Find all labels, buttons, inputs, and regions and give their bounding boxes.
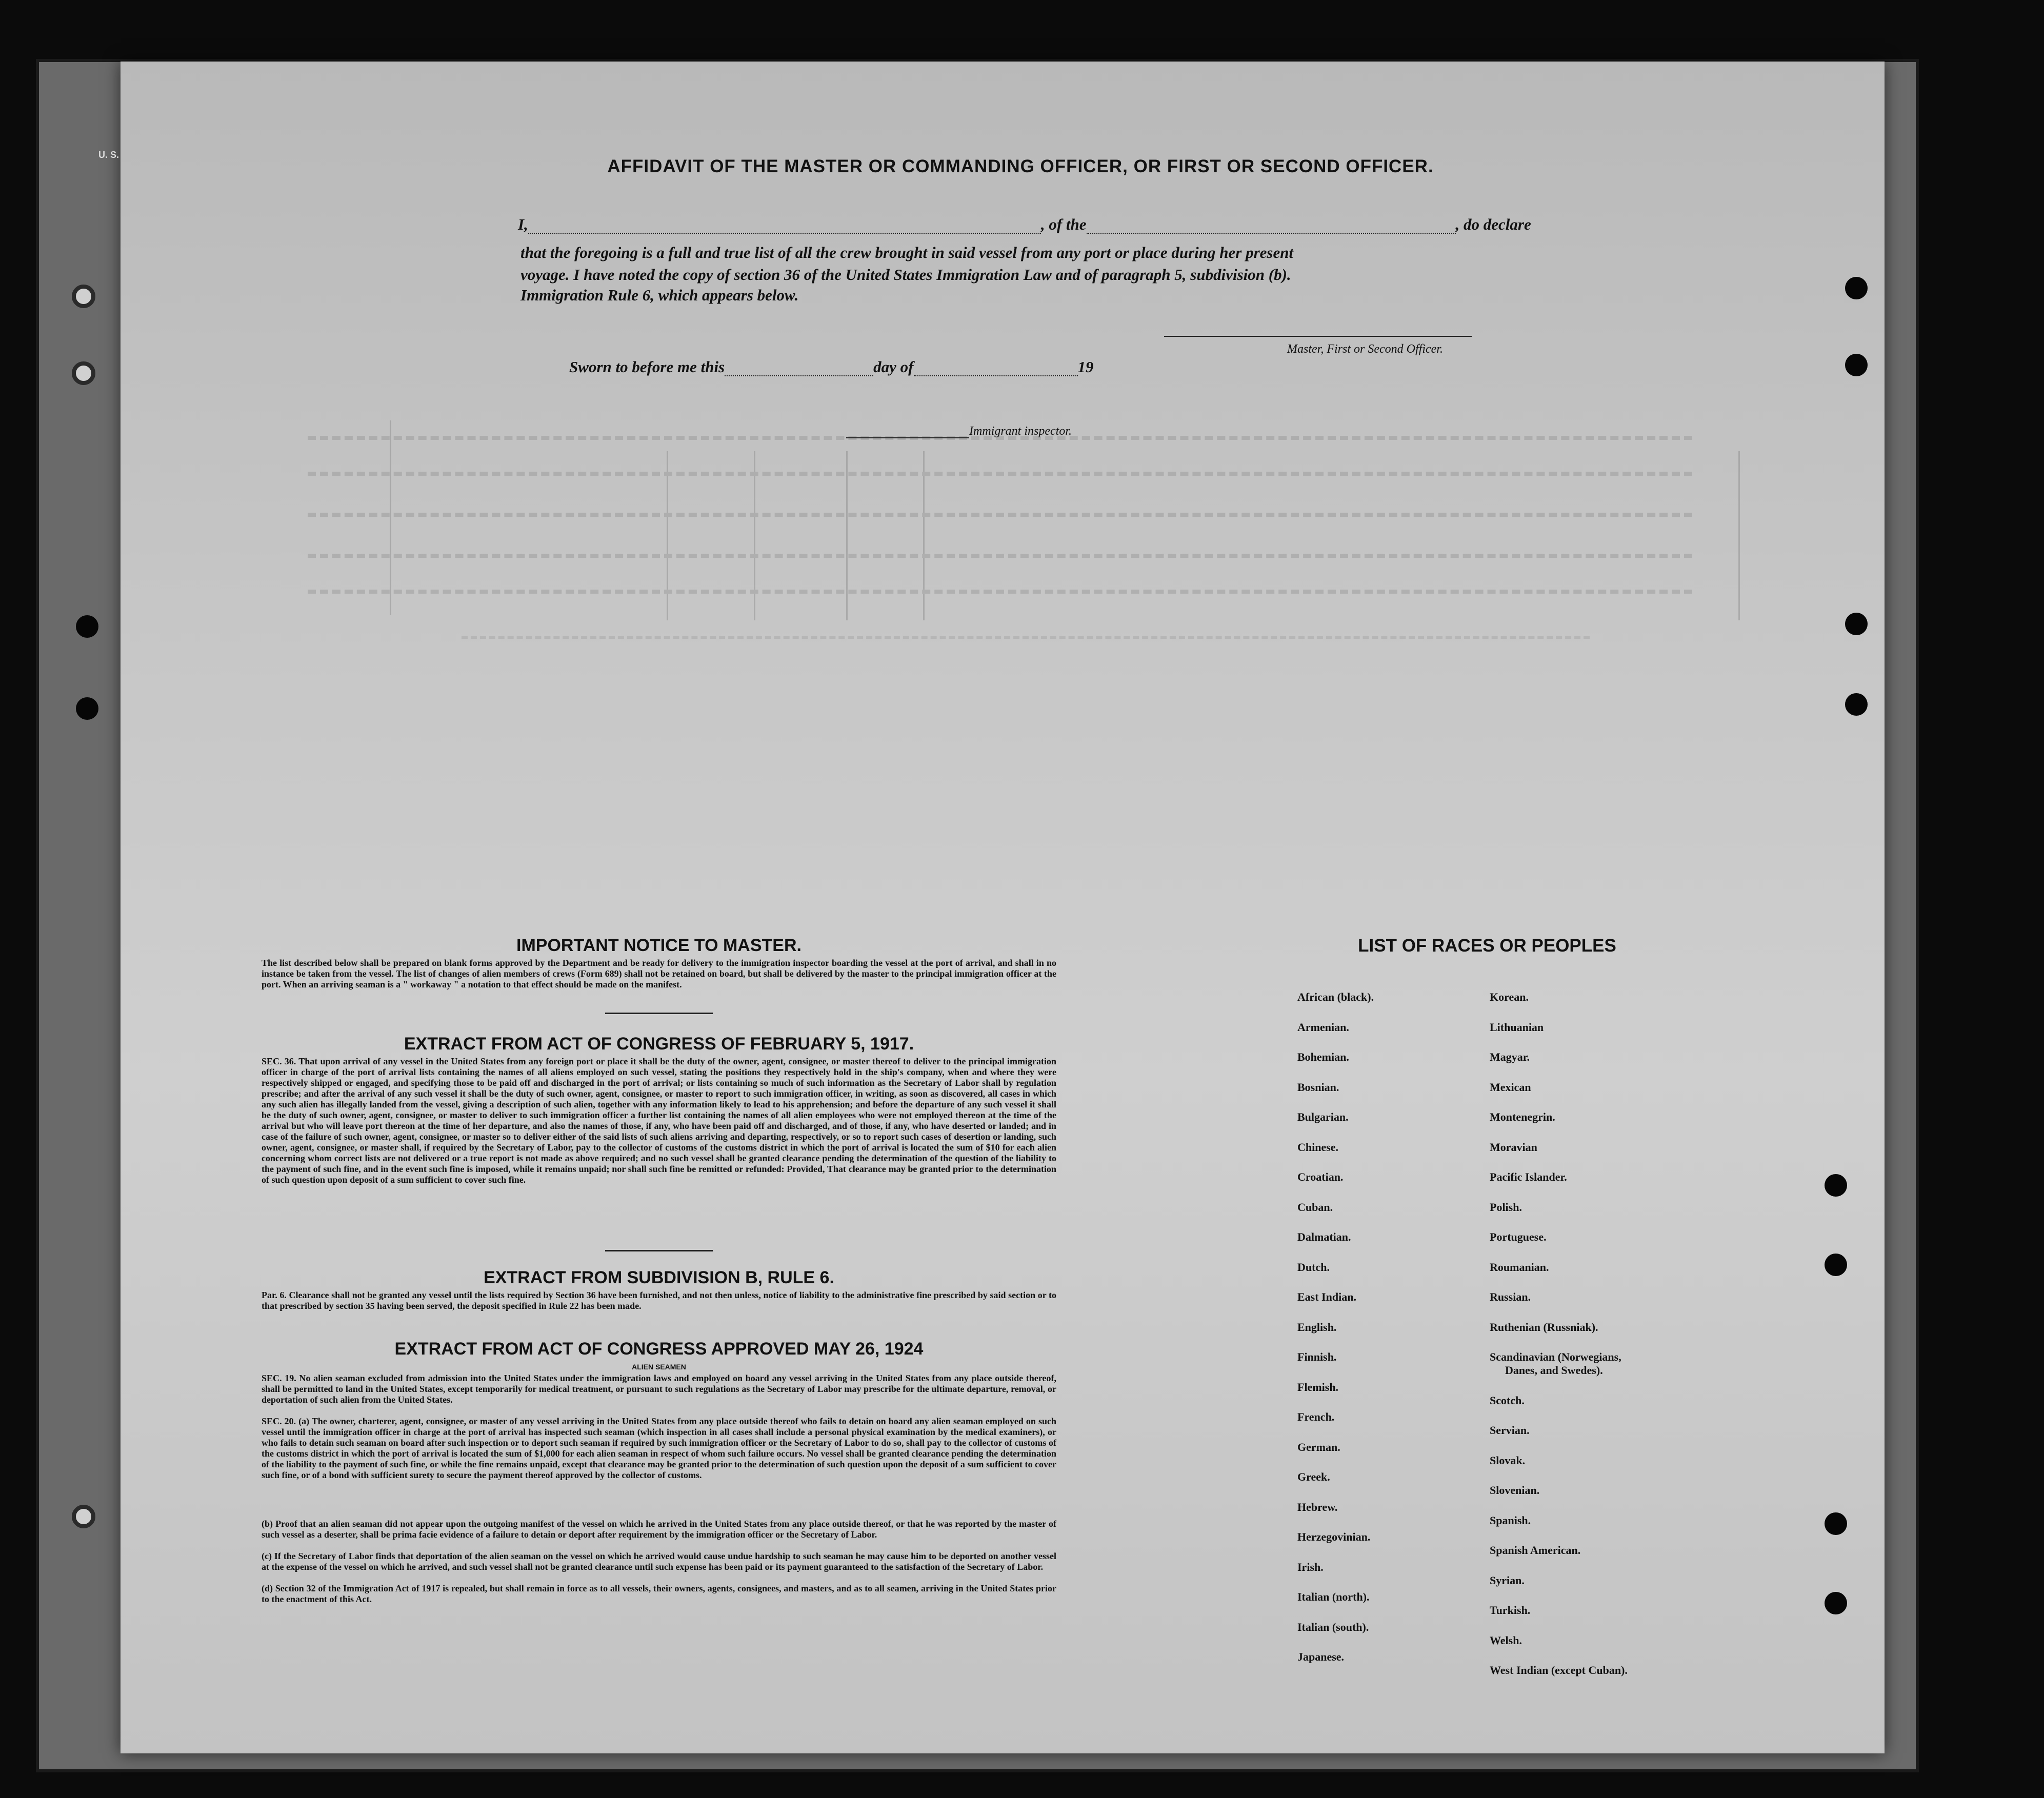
master-signature-line[interactable] xyxy=(1164,336,1472,337)
race-item: Danes, and Swedes). xyxy=(1505,1364,1603,1377)
race-item: Chinese. xyxy=(1297,1140,1339,1154)
vessel-field[interactable] xyxy=(1087,233,1456,234)
notice-title: IMPORTANT NOTICE TO MASTER. xyxy=(516,936,801,955)
race-item: Syrian. xyxy=(1490,1573,1525,1587)
race-item: English. xyxy=(1297,1320,1337,1334)
sworn-label: Sworn to before me this xyxy=(569,358,725,376)
bleed-through xyxy=(308,420,1744,738)
inspector-signature-field[interactable] xyxy=(846,437,969,438)
name-field[interactable] xyxy=(528,233,1041,234)
race-item: Dutch. xyxy=(1297,1260,1330,1274)
race-item: Montenegrin. xyxy=(1490,1110,1555,1123)
race-item: Greek. xyxy=(1297,1470,1330,1483)
master-signature-label: Master, First or Second Officer. xyxy=(1287,342,1443,356)
binder-hole xyxy=(1825,1254,1847,1276)
extract-1924-sec20b: (b) Proof that an alien seaman did not appear upon the outgoing manifest of the vessel on which he arrived in the United States from any place outside thereof, or that he was reported by the master of such vessel as a deserter, shall be prima facie evidence of a failure to detain or deport after requirement by the immigration officer or the Secretary of Labor. xyxy=(262,1519,1056,1540)
race-item: Croatian. xyxy=(1297,1170,1344,1183)
divider xyxy=(605,1250,713,1251)
binder-hole xyxy=(76,697,98,720)
manifest-page xyxy=(121,62,1885,1753)
binder-hole xyxy=(1845,354,1868,376)
race-item: Flemish. xyxy=(1297,1380,1339,1393)
race-item: French. xyxy=(1297,1410,1335,1423)
race-item: Roumanian. xyxy=(1490,1260,1549,1274)
sworn-date-field[interactable] xyxy=(725,375,873,376)
extract-1917-body: SEC. 36. That upon arrival of any vessel in the United States from any foreign port or place it shall be the duty of the owner, agent, consignee, or master thereof to deliver to the principal immigration officer in charge of the port of arrival lists containing the names of all aliens employed on such vessel, stating the positions they respectively hold in the ship's company, when and where they were respectively shipped or engaged, and specifying those to be paid off and discharged in the port of arrival; or lists containing so much of such information as the Secretary of Labor shall by regulation prescribe; and after the arrival of any such vessel it shall be the duty of such owner, agent, consignee, or master to report to such immigration officer, in writing, as soon as discovered, all cases in which any such alien has illegally landed from the vessel, giving a description of such alien, together with any information likely to lead to his apprehension; and before the departure of any such vessel it shall be the duty of such owner, agent, consignee, or master to deliver to such immigration officer a further list containing the names of all alien employees who were not employed thereon at the time of the arrival but who will leave port thereon at the time of her departure, and also the names of those, if any, who have been paid off and discharged, and of those, if any, who have deserted or landed; and in case of the failure of such owner, agent, consignee, or master so to deliver either of the said lists of such aliens arriving and departing, respectively, or so to report such cases of desertion or landing, such owner, agent, consignee, or master shall, if required by the Secretary of Labor, pay to the collector of customs of the customs district in which the port of arrival is located the sum of $10 for each alien concerning whom correct lists are not delivered or a true report is not made as above required; and no such vessel shall be granted clearance pending the determination of the question of the liability to the payment of such fine, and in the event such fine is imposed, while it remains unpaid; nor shall such fine be remitted or refunded: Provided, That clearance may be granted prior to the determination of such question upon deposit of a sum sufficient to cover such fine. xyxy=(262,1056,1056,1185)
extract-rule6-title: EXTRACT FROM SUBDIVISION B, RULE 6. xyxy=(484,1268,834,1287)
race-item: Pacific Islander. xyxy=(1490,1170,1567,1183)
binder-hole xyxy=(76,615,98,638)
extract-1924-sec20d: (d) Section 32 of the Immigration Act of 1917 is repealed, but shall remain in force as to all vessels, their owners, agents, consignees, and masters, and as to all seamen, arriving in the United States prior to the enactment of this Act. xyxy=(262,1583,1056,1604)
race-item: Russian. xyxy=(1490,1290,1531,1303)
race-item: Dalmatian. xyxy=(1297,1230,1351,1243)
binder-hole xyxy=(72,361,95,385)
race-item: Magyar. xyxy=(1490,1050,1530,1063)
affidavit-declare: , do declare xyxy=(1455,215,1531,233)
affidavit-line-2: that the foregoing is a full and true list of all the crew brought in said vessel from any port or place during her present xyxy=(520,244,1294,261)
affidavit-line-3: voyage. I have noted the copy of section 36 of the United States Immigration Law and of paragraph 5, subdivision (b). xyxy=(520,266,1291,284)
extract-1924-sec20c: (c) If the Secretary of Labor finds that deportation of the alien seaman on the vessel on which he arrived would cause undue hardship to such seaman he may cause him to be deported on another vessel at the expense of the vessel on which he arrived, and such vessel shall not be granted clearance until such expense has been paid or its payment guaranteed to the satisfaction of the Secretary of Labor. xyxy=(262,1551,1056,1572)
race-item: Finnish. xyxy=(1297,1350,1337,1363)
race-item: Japanese. xyxy=(1297,1650,1345,1663)
race-item: Bohemian. xyxy=(1297,1050,1349,1063)
race-item: Armenian. xyxy=(1297,1020,1349,1034)
binder-hole xyxy=(72,1505,95,1528)
race-item: East Indian. xyxy=(1297,1290,1356,1303)
affidavit-i: I, xyxy=(518,215,528,233)
race-item: Italian (south). xyxy=(1297,1620,1369,1633)
binder-hole xyxy=(1825,1592,1847,1614)
race-item: Hebrew. xyxy=(1297,1500,1338,1513)
race-item: Slovak. xyxy=(1490,1453,1526,1467)
race-item: Ruthenian (Russniak). xyxy=(1490,1320,1598,1334)
race-item: Slovenian. xyxy=(1490,1484,1540,1497)
sworn-month-field[interactable] xyxy=(914,375,1078,376)
affidavit-of-the: , of the xyxy=(1040,215,1087,233)
race-item: Polish. xyxy=(1490,1200,1522,1214)
race-item: Herzegovinian. xyxy=(1297,1530,1371,1543)
binder-hole xyxy=(1825,1512,1847,1535)
race-item: German. xyxy=(1297,1440,1340,1453)
race-item: West Indian (except Cuban). xyxy=(1490,1664,1628,1676)
extract-1924-title: EXTRACT FROM ACT OF CONGRESS APPROVED MAY 26, 1924 xyxy=(394,1339,924,1359)
binder-hole xyxy=(72,285,95,308)
affidavit-line-1 xyxy=(518,215,1531,234)
race-item: Welsh. xyxy=(1490,1633,1522,1647)
race-item: Moravian xyxy=(1490,1140,1537,1154)
race-item: African (black). xyxy=(1297,991,1374,1003)
race-item: Scandinavian (Norwegians, xyxy=(1490,1350,1621,1363)
race-item: Scotch. xyxy=(1490,1393,1525,1407)
race-item: Lithuanian xyxy=(1490,1020,1544,1034)
race-item: Spanish. xyxy=(1490,1513,1531,1527)
race-item: Mexican xyxy=(1490,1080,1531,1094)
extract-rule6-body: Par. 6. Clearance shall not be granted any vessel until the lists required by Section 36 have been furnished, and not then unless, notice of liability to the administrative fine prescribed by said section or to that prescribed by section 35 having been served, the deposit specified in Rule 22 has been made. xyxy=(262,1290,1056,1311)
extract-1917-title: EXTRACT FROM ACT OF CONGRESS OF FEBRUARY 5, 1917. xyxy=(404,1034,914,1054)
races-title: LIST OF RACES OR PEOPLES xyxy=(1358,936,1616,956)
sworn-line xyxy=(569,358,1094,376)
affidavit-line-4: Immigration Rule 6, which appears below. xyxy=(520,286,799,304)
sworn-year-label: 19 xyxy=(1077,358,1094,376)
race-item: Korean. xyxy=(1490,991,1529,1003)
extract-1924-subtitle: ALIEN SEAMEN xyxy=(632,1363,686,1371)
affidavit-title: AFFIDAVIT OF THE MASTER OR COMMANDING OFFICER, OR FIRST OR SECOND OFFICER. xyxy=(607,156,1434,176)
inspector-line xyxy=(846,425,1072,438)
binder-hole xyxy=(1845,693,1868,716)
inspector-label: Immigrant inspector. xyxy=(969,425,1072,438)
race-item: Irish. xyxy=(1297,1560,1324,1573)
sworn-day-label: day of xyxy=(873,358,914,376)
binder-hole xyxy=(1845,613,1868,635)
margin-stamp: U. S. xyxy=(98,150,119,160)
race-item: Bosnian. xyxy=(1297,1080,1339,1094)
notice-body: The list described below shall be prepared on blank forms approved by the Department and be ready for delivery to the immigration inspector boarding the vessel at the port of arrival, and shall in no instance be taken from the vessel. The list of changes of alien members of crews (Form 689) shall not be retained on board, but shall be delivered by the master to the principal immigration officer at the port. When an arriving seaman is a " workaway " a notation to that effect should be made on the manifest. xyxy=(262,958,1056,989)
race-item: Servian. xyxy=(1490,1424,1530,1437)
extract-1924-sec19: SEC. 19. No alien seaman excluded from admission into the United States under the immigration laws and employed on board any vessel arriving in the United States from any place outside thereof, shall be permitted to land in the United States, except temporarily for medical treatment, or pursuant to such regulations as the Secretary of Labor may prescribe for the ultimate departure, removal, or deportation of such alien from the United States. xyxy=(262,1373,1056,1405)
race-item: Italian (north). xyxy=(1297,1590,1370,1603)
race-item: Portuguese. xyxy=(1490,1230,1547,1243)
extract-1924-sec20a: SEC. 20. (a) The owner, charterer, agent, consignee, or master of any vessel arriving in the United States from any place outside thereof who fails to detain on board any alien seaman employed on such vessel until the immigration officer in charge at the port of arrival has inspected such seaman (which inspection in all cases shall include a personal physical examination by the medical examiners), or who fails to detain such seaman on board after such inspection or to deport such seaman if required by such immigration officer or the Secretary of Labor to do so, shall pay to the collector of customs of the customs district in which the port of arrival is located the sum of $1,000 for each alien seaman in respect of whom such failure occurs. No vessel shall be granted clearance pending the determination of the liability to the payment of such fine, or while the fine remains unpaid, except that clearance may be granted prior to the determination of such question upon the deposit of a sum sufficient to cover such fine, or of a bond with sufficient surety to secure the payment thereof approved by the collector of customs. xyxy=(262,1416,1056,1480)
binder-hole xyxy=(1825,1174,1847,1197)
binder-hole xyxy=(1845,277,1868,299)
race-item: Spanish American. xyxy=(1490,1544,1581,1557)
race-item: Turkish. xyxy=(1490,1604,1531,1617)
divider xyxy=(605,1013,713,1014)
race-item: Cuban. xyxy=(1297,1200,1333,1214)
race-item: Bulgarian. xyxy=(1297,1110,1349,1123)
